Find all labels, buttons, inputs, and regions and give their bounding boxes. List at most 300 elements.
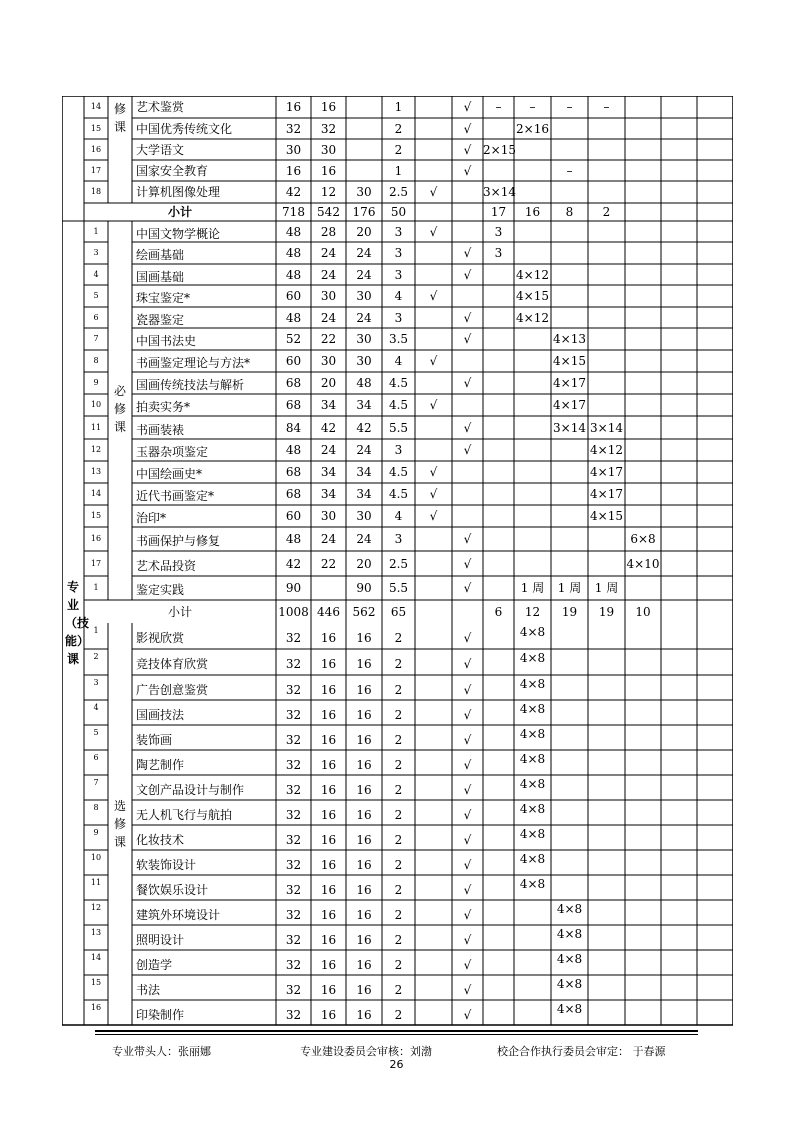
- cell-practice: 16: [356, 1007, 372, 1022]
- cell-theory: 24: [320, 443, 337, 457]
- subtotal-s3: 8: [565, 205, 574, 219]
- course-name: 拍卖实务*: [136, 400, 191, 414]
- cell-theory: 16: [320, 807, 337, 822]
- cell-credit: 2: [394, 1007, 403, 1022]
- row-index: 17: [90, 165, 102, 175]
- cell-theory: 28: [320, 224, 337, 239]
- course-name: 大学语文: [136, 142, 185, 157]
- cell-credit: 4: [394, 289, 403, 303]
- course-name: 创造学: [136, 957, 173, 972]
- row-index: 14: [90, 489, 102, 498]
- course-name: 国画传统技法与解析: [136, 378, 245, 392]
- cell-exam: √: [429, 185, 438, 199]
- row-index: 15: [90, 123, 102, 133]
- course-name: 印染制作: [136, 1007, 185, 1022]
- cell-check: √: [463, 310, 472, 325]
- cell-s3: 4×8: [556, 901, 583, 916]
- cell-check: √: [463, 907, 472, 922]
- cell-exam: √: [429, 509, 438, 523]
- row-index: 4: [93, 702, 99, 712]
- row-index: 13: [90, 927, 102, 937]
- cell-total: 52: [285, 332, 302, 346]
- category-label-required: 必修课: [113, 384, 126, 434]
- row-index: 7: [93, 777, 99, 787]
- cell-practice: 16: [356, 682, 372, 697]
- cell-theory: 16: [320, 957, 337, 972]
- cell-theory: 16: [320, 163, 337, 178]
- cell-credit: 2: [394, 757, 403, 772]
- cell-check: √: [463, 142, 472, 157]
- cell-practice: 16: [356, 857, 372, 872]
- cell-total: 32: [285, 807, 302, 822]
- cell-practice: 16: [356, 757, 372, 772]
- cell-check: √: [463, 332, 472, 346]
- cell-s3: 4×8: [556, 976, 583, 991]
- cell-total: 60: [285, 289, 302, 303]
- course-name: 广告创意鉴赏: [136, 682, 209, 697]
- course-table: [62, 96, 733, 1026]
- cell-total: 68: [285, 398, 302, 412]
- cell-total: 32: [285, 982, 302, 997]
- cell-s2: 4×8: [519, 876, 546, 891]
- cell-total: 16: [285, 163, 302, 178]
- cell-s3: 4×13: [553, 332, 586, 346]
- row-index: 7: [93, 334, 99, 343]
- course-name: 书画保护与修复: [136, 534, 221, 548]
- cell-theory: 42: [320, 420, 337, 435]
- cell-practice: 16: [356, 932, 372, 947]
- cell-exam: √: [429, 487, 438, 501]
- cell-total: 32: [285, 882, 302, 897]
- cell-credit: 1: [394, 100, 403, 114]
- cell-practice: 30: [356, 185, 372, 199]
- row-index: 10: [90, 400, 102, 409]
- cell-credit: 2: [394, 142, 403, 157]
- row-index: 17: [90, 558, 102, 568]
- page-number: 26: [389, 1058, 404, 1071]
- cell-theory: 22: [320, 332, 337, 346]
- cell-total: 32: [285, 631, 302, 645]
- cell-s4: –: [603, 100, 610, 114]
- cell-theory: 20: [320, 376, 337, 390]
- cell-practice: 16: [356, 907, 372, 922]
- row-index: 16: [90, 144, 102, 154]
- cell-check: √: [463, 246, 472, 260]
- cell-s2: 4×8: [519, 851, 546, 866]
- subtotal-total: 1008: [278, 604, 309, 619]
- course-name: 瓷器鉴定: [136, 312, 185, 327]
- cell-total: 48: [285, 443, 302, 457]
- subtotal-credit: 50: [390, 205, 407, 219]
- row-index: 11: [90, 422, 102, 432]
- row-index: 1: [93, 226, 99, 236]
- cell-practice: 24: [356, 532, 372, 546]
- cell-s2: 4×8: [519, 726, 546, 741]
- cell-practice: 30: [356, 332, 372, 346]
- cell-practice: 34: [356, 465, 372, 479]
- cell-credit: 3: [394, 267, 403, 282]
- cell-check: √: [463, 957, 472, 972]
- cell-credit: 2: [394, 121, 403, 136]
- subtotal-s2: 12: [524, 604, 541, 619]
- cell-total: 90: [285, 581, 302, 595]
- cell-credit: 2: [394, 882, 403, 897]
- row-index: 3: [93, 248, 99, 257]
- category-label-elective: 选修课: [113, 799, 126, 849]
- cell-practice: 42: [356, 420, 372, 435]
- row-index: 15: [90, 511, 102, 520]
- cell-s2: 4×12: [516, 267, 549, 282]
- subtotal-theory: 446: [317, 604, 340, 619]
- cell-theory: 24: [320, 246, 337, 260]
- cell-exam: √: [429, 398, 438, 412]
- row-index: 16: [90, 534, 102, 543]
- cell-check: √: [463, 832, 472, 847]
- cell-total: 32: [285, 1007, 302, 1022]
- subtotal-practice: 562: [352, 604, 376, 619]
- cell-s2: 4×8: [519, 751, 546, 766]
- row-index: 14: [90, 952, 102, 962]
- row-index: 6: [93, 312, 99, 322]
- cell-credit: 2: [394, 732, 403, 747]
- cell-s2: 4×8: [519, 676, 546, 691]
- subtotal-s3: 19: [561, 604, 578, 619]
- cell-credit: 2: [394, 907, 403, 922]
- cell-s2: 4×15: [516, 289, 549, 303]
- cell-total: 60: [285, 509, 302, 523]
- cell-s2: 4×8: [519, 776, 546, 791]
- cell-check: √: [463, 707, 472, 722]
- cell-credit: 2: [394, 707, 403, 722]
- cell-credit: 3: [394, 224, 403, 239]
- cell-total: 32: [285, 907, 302, 922]
- cell-theory: 16: [320, 657, 337, 671]
- course-name: 中国书法史: [136, 334, 197, 348]
- cell-s3: 1 周: [557, 581, 582, 595]
- course-name: 无人机飞行与航拍: [136, 807, 233, 822]
- cell-check: √: [463, 163, 472, 178]
- cell-s3: –: [566, 163, 573, 178]
- cell-practice: 34: [356, 487, 372, 501]
- cell-total: 42: [285, 185, 302, 199]
- cell-credit: 5.5: [388, 581, 409, 595]
- row-index: 9: [93, 827, 99, 837]
- course-name: 陶艺制作: [136, 757, 185, 772]
- row-index: 8: [93, 356, 99, 365]
- row-index: 15: [90, 977, 102, 987]
- cell-s2: 4×12: [516, 310, 549, 325]
- cell-practice: 16: [356, 707, 372, 722]
- row-index: 1: [93, 626, 99, 635]
- cell-check: √: [463, 932, 472, 947]
- course-name: 治印*: [136, 511, 167, 525]
- cell-s3: 4×8: [556, 926, 583, 941]
- cell-credit: 4.5: [388, 465, 409, 479]
- cell-practice: 30: [356, 289, 372, 303]
- cell-s3: 4×17: [553, 398, 586, 412]
- row-index: 5: [93, 291, 99, 300]
- cell-theory: 16: [320, 757, 337, 772]
- cell-credit: 2: [394, 932, 403, 947]
- course-name: 装饰画: [136, 732, 173, 747]
- cell-practice: 90: [356, 581, 372, 595]
- cell-practice: 34: [356, 398, 372, 412]
- cell-check: √: [463, 100, 472, 114]
- cell-check: √: [463, 443, 472, 457]
- cell-practice: 30: [356, 509, 372, 523]
- cell-practice: 20: [356, 556, 372, 571]
- cell-exam: √: [429, 289, 438, 303]
- course-name: 书画鉴定理论与方法*: [136, 356, 251, 370]
- row-index: 10: [90, 852, 102, 862]
- cell-exam: √: [429, 354, 438, 368]
- cell-check: √: [463, 581, 472, 595]
- cell-check: √: [463, 857, 472, 872]
- cell-theory: 16: [320, 832, 337, 847]
- cell-check: √: [463, 782, 472, 797]
- subtotal-theory: 542: [317, 205, 340, 219]
- cell-theory: 16: [320, 982, 337, 997]
- cell-s4: 4×17: [590, 487, 623, 501]
- cell-check: √: [463, 1007, 472, 1022]
- course-name: 计算机图像处理: [136, 185, 221, 199]
- cell-s5: 6×8: [630, 532, 656, 546]
- cell-theory: 16: [320, 907, 337, 922]
- course-name: 国画技法: [136, 707, 185, 722]
- cell-credit: 2: [394, 807, 403, 822]
- cell-theory: 22: [320, 556, 337, 571]
- row-index: 6: [93, 752, 99, 762]
- cell-theory: 34: [320, 487, 337, 501]
- row-index: 4: [93, 269, 99, 279]
- subtotal-practice: 176: [352, 205, 376, 219]
- cell-total: 32: [285, 957, 302, 972]
- cell-theory: 24: [320, 267, 337, 282]
- footer-rule-thin: [95, 1034, 698, 1035]
- cell-s4: 4×17: [590, 465, 623, 479]
- subtotal-s4: 19: [598, 604, 615, 619]
- cell-total: 48: [285, 224, 302, 239]
- cell-check: √: [463, 376, 472, 390]
- cell-theory: 32: [320, 121, 337, 136]
- footer-rule-thick: [95, 1030, 698, 1032]
- cell-theory: 12: [320, 185, 337, 199]
- cell-s2: 4×8: [519, 625, 546, 639]
- course-name: 近代书画鉴定*: [136, 489, 215, 503]
- cell-exam: √: [429, 465, 438, 479]
- course-name: 国家安全教育: [136, 163, 209, 178]
- cell-total: 32: [285, 857, 302, 872]
- subtotal-total: 718: [282, 205, 305, 219]
- course-name: 国画基础: [136, 269, 185, 284]
- cell-check: √: [463, 631, 472, 645]
- cell-credit: 3: [394, 310, 403, 325]
- row-index: 8: [93, 802, 99, 812]
- cell-check: √: [463, 732, 472, 747]
- cell-theory: 16: [320, 100, 337, 114]
- cell-total: 32: [285, 832, 302, 847]
- course-name: 书法: [136, 982, 161, 997]
- cell-credit: 4.5: [388, 376, 409, 390]
- course-name: 艺术品投资: [136, 558, 197, 573]
- cell-theory: 30: [320, 142, 337, 157]
- cell-s3: 4×8: [556, 1001, 583, 1016]
- cell-credit: 3: [394, 532, 403, 546]
- cell-s5: 4×10: [626, 556, 660, 571]
- cell-exam: √: [429, 224, 438, 239]
- cell-practice: 24: [356, 246, 372, 260]
- cell-practice: 16: [356, 982, 372, 997]
- course-name: 文创产品设计与制作: [136, 782, 245, 797]
- course-name: 软装饰设计: [136, 857, 197, 872]
- cell-check: √: [463, 807, 472, 822]
- footer-approval: 校企合作执行委员会审定： 于春源: [497, 1045, 666, 1058]
- cell-check: √: [463, 420, 472, 435]
- cell-s3: 3×14: [553, 420, 586, 435]
- cell-practice: 20: [356, 224, 372, 239]
- cell-practice: 16: [356, 832, 372, 847]
- cell-theory: 16: [320, 857, 337, 872]
- cell-credit: 2: [394, 832, 403, 847]
- subtotal-s1: 6: [494, 604, 503, 619]
- cell-credit: 2: [394, 982, 403, 997]
- cell-check: √: [463, 121, 472, 136]
- cell-check: √: [463, 682, 472, 697]
- course-name: 艺术鉴赏: [136, 100, 185, 114]
- row-index: 1: [93, 583, 99, 592]
- cell-theory: 30: [320, 509, 337, 523]
- subtotal-s2: 16: [524, 205, 541, 219]
- cell-credit: 3: [394, 246, 403, 260]
- course-name: 绘画基础: [136, 248, 185, 262]
- cell-total: 32: [285, 932, 302, 947]
- course-name: 竞技体育欣赏: [136, 657, 209, 671]
- row-index: 18: [90, 187, 102, 196]
- cell-practice: 16: [356, 957, 372, 972]
- cell-practice: 24: [356, 267, 372, 282]
- footer-committee: 专业建设委员会审核：刘渤: [300, 1045, 432, 1058]
- cell-s3: 4×17: [553, 376, 586, 390]
- cell-practice: 16: [356, 657, 372, 671]
- cell-total: 68: [285, 487, 302, 501]
- cell-total: 48: [285, 246, 302, 260]
- cell-theory: 30: [320, 289, 337, 303]
- cell-credit: 5.5: [388, 420, 409, 435]
- subtotal-s1: 17: [490, 205, 507, 219]
- cell-theory: 16: [320, 782, 337, 797]
- cell-theory: 16: [320, 932, 337, 947]
- cell-check: √: [463, 267, 472, 282]
- cell-check: √: [463, 757, 472, 772]
- cell-s1: 3: [494, 224, 503, 239]
- cell-s2: 2×16: [516, 121, 549, 136]
- cell-practice: 16: [356, 782, 372, 797]
- cell-theory: 24: [320, 310, 337, 325]
- cell-total: 60: [285, 354, 302, 368]
- cell-theory: 30: [320, 354, 337, 368]
- cell-credit: 3.5: [388, 332, 409, 346]
- cell-total: 32: [285, 682, 302, 697]
- cell-theory: 16: [320, 1007, 337, 1022]
- cell-total: 68: [285, 465, 302, 479]
- cell-theory: 16: [320, 682, 337, 697]
- cell-total: 48: [285, 267, 302, 282]
- cell-practice: 16: [356, 631, 372, 645]
- cell-s3: –: [566, 100, 573, 114]
- subtotal-s5: 10: [635, 604, 651, 619]
- cell-total: 32: [285, 757, 302, 772]
- cell-s3: 4×8: [556, 951, 583, 966]
- cell-s2: 4×8: [519, 651, 546, 665]
- cell-total: 68: [285, 376, 302, 390]
- cell-credit: 2: [394, 657, 403, 671]
- cell-practice: 24: [356, 310, 372, 325]
- subtotal-label: 小计: [167, 205, 192, 219]
- cell-credit: 2: [394, 957, 403, 972]
- cell-theory: 34: [320, 398, 337, 412]
- cell-total: 32: [285, 657, 302, 671]
- cell-s2: 4×8: [519, 801, 546, 816]
- cell-total: 48: [285, 532, 302, 546]
- cell-practice: 16: [356, 732, 372, 747]
- cell-theory: 16: [320, 882, 337, 897]
- cell-credit: 2.5: [388, 556, 409, 571]
- cell-credit: 4.5: [388, 398, 409, 412]
- cell-credit: 4: [394, 354, 403, 368]
- cell-s2: 4×8: [519, 701, 546, 716]
- cell-theory: 34: [320, 465, 337, 479]
- course-name: 餐饮娱乐设计: [136, 882, 209, 897]
- row-index: 5: [93, 727, 99, 737]
- course-name: 中国绘画史*: [136, 467, 203, 481]
- cell-s2: –: [529, 100, 536, 114]
- course-name: 中国优秀传统文化: [136, 121, 233, 136]
- row-index: 2: [93, 652, 99, 661]
- cell-s3: 4×15: [553, 354, 586, 368]
- cell-total: 84: [285, 420, 302, 435]
- cell-credit: 2: [394, 682, 403, 697]
- cell-theory: 16: [320, 732, 337, 747]
- cell-check: √: [463, 982, 472, 997]
- cell-credit: 3: [394, 443, 403, 457]
- cell-check: √: [463, 882, 472, 897]
- cell-total: 32: [285, 121, 302, 136]
- course-name: 中国文物学概论: [136, 226, 221, 241]
- cell-credit: 4.5: [388, 487, 409, 501]
- cell-total: 30: [285, 142, 302, 157]
- category-label-required-cont: 修课: [113, 102, 126, 134]
- cell-practice: 48: [356, 376, 372, 390]
- row-index: 12: [90, 445, 102, 454]
- cell-total: 48: [285, 310, 302, 325]
- cell-credit: 4: [394, 509, 403, 523]
- row-index: 3: [93, 677, 99, 687]
- row-index: 16: [90, 1002, 102, 1012]
- row-index: 13: [90, 467, 102, 476]
- row-index: 14: [90, 102, 102, 111]
- cell-check: √: [463, 657, 472, 671]
- cell-credit: 2: [394, 857, 403, 872]
- course-name: 建筑外环境设计: [136, 907, 221, 922]
- cell-s4: 3×14: [590, 420, 623, 435]
- subtotal-label: 小计: [167, 604, 192, 619]
- cell-s4: 1 周: [594, 581, 619, 595]
- cell-credit: 2.5: [388, 185, 409, 199]
- group-label-professional: 专业（技能）课: [65, 580, 90, 666]
- cell-theory: 24: [320, 532, 337, 546]
- course-name: 鉴定实践: [136, 583, 185, 597]
- cell-s2: 1 周: [520, 581, 545, 595]
